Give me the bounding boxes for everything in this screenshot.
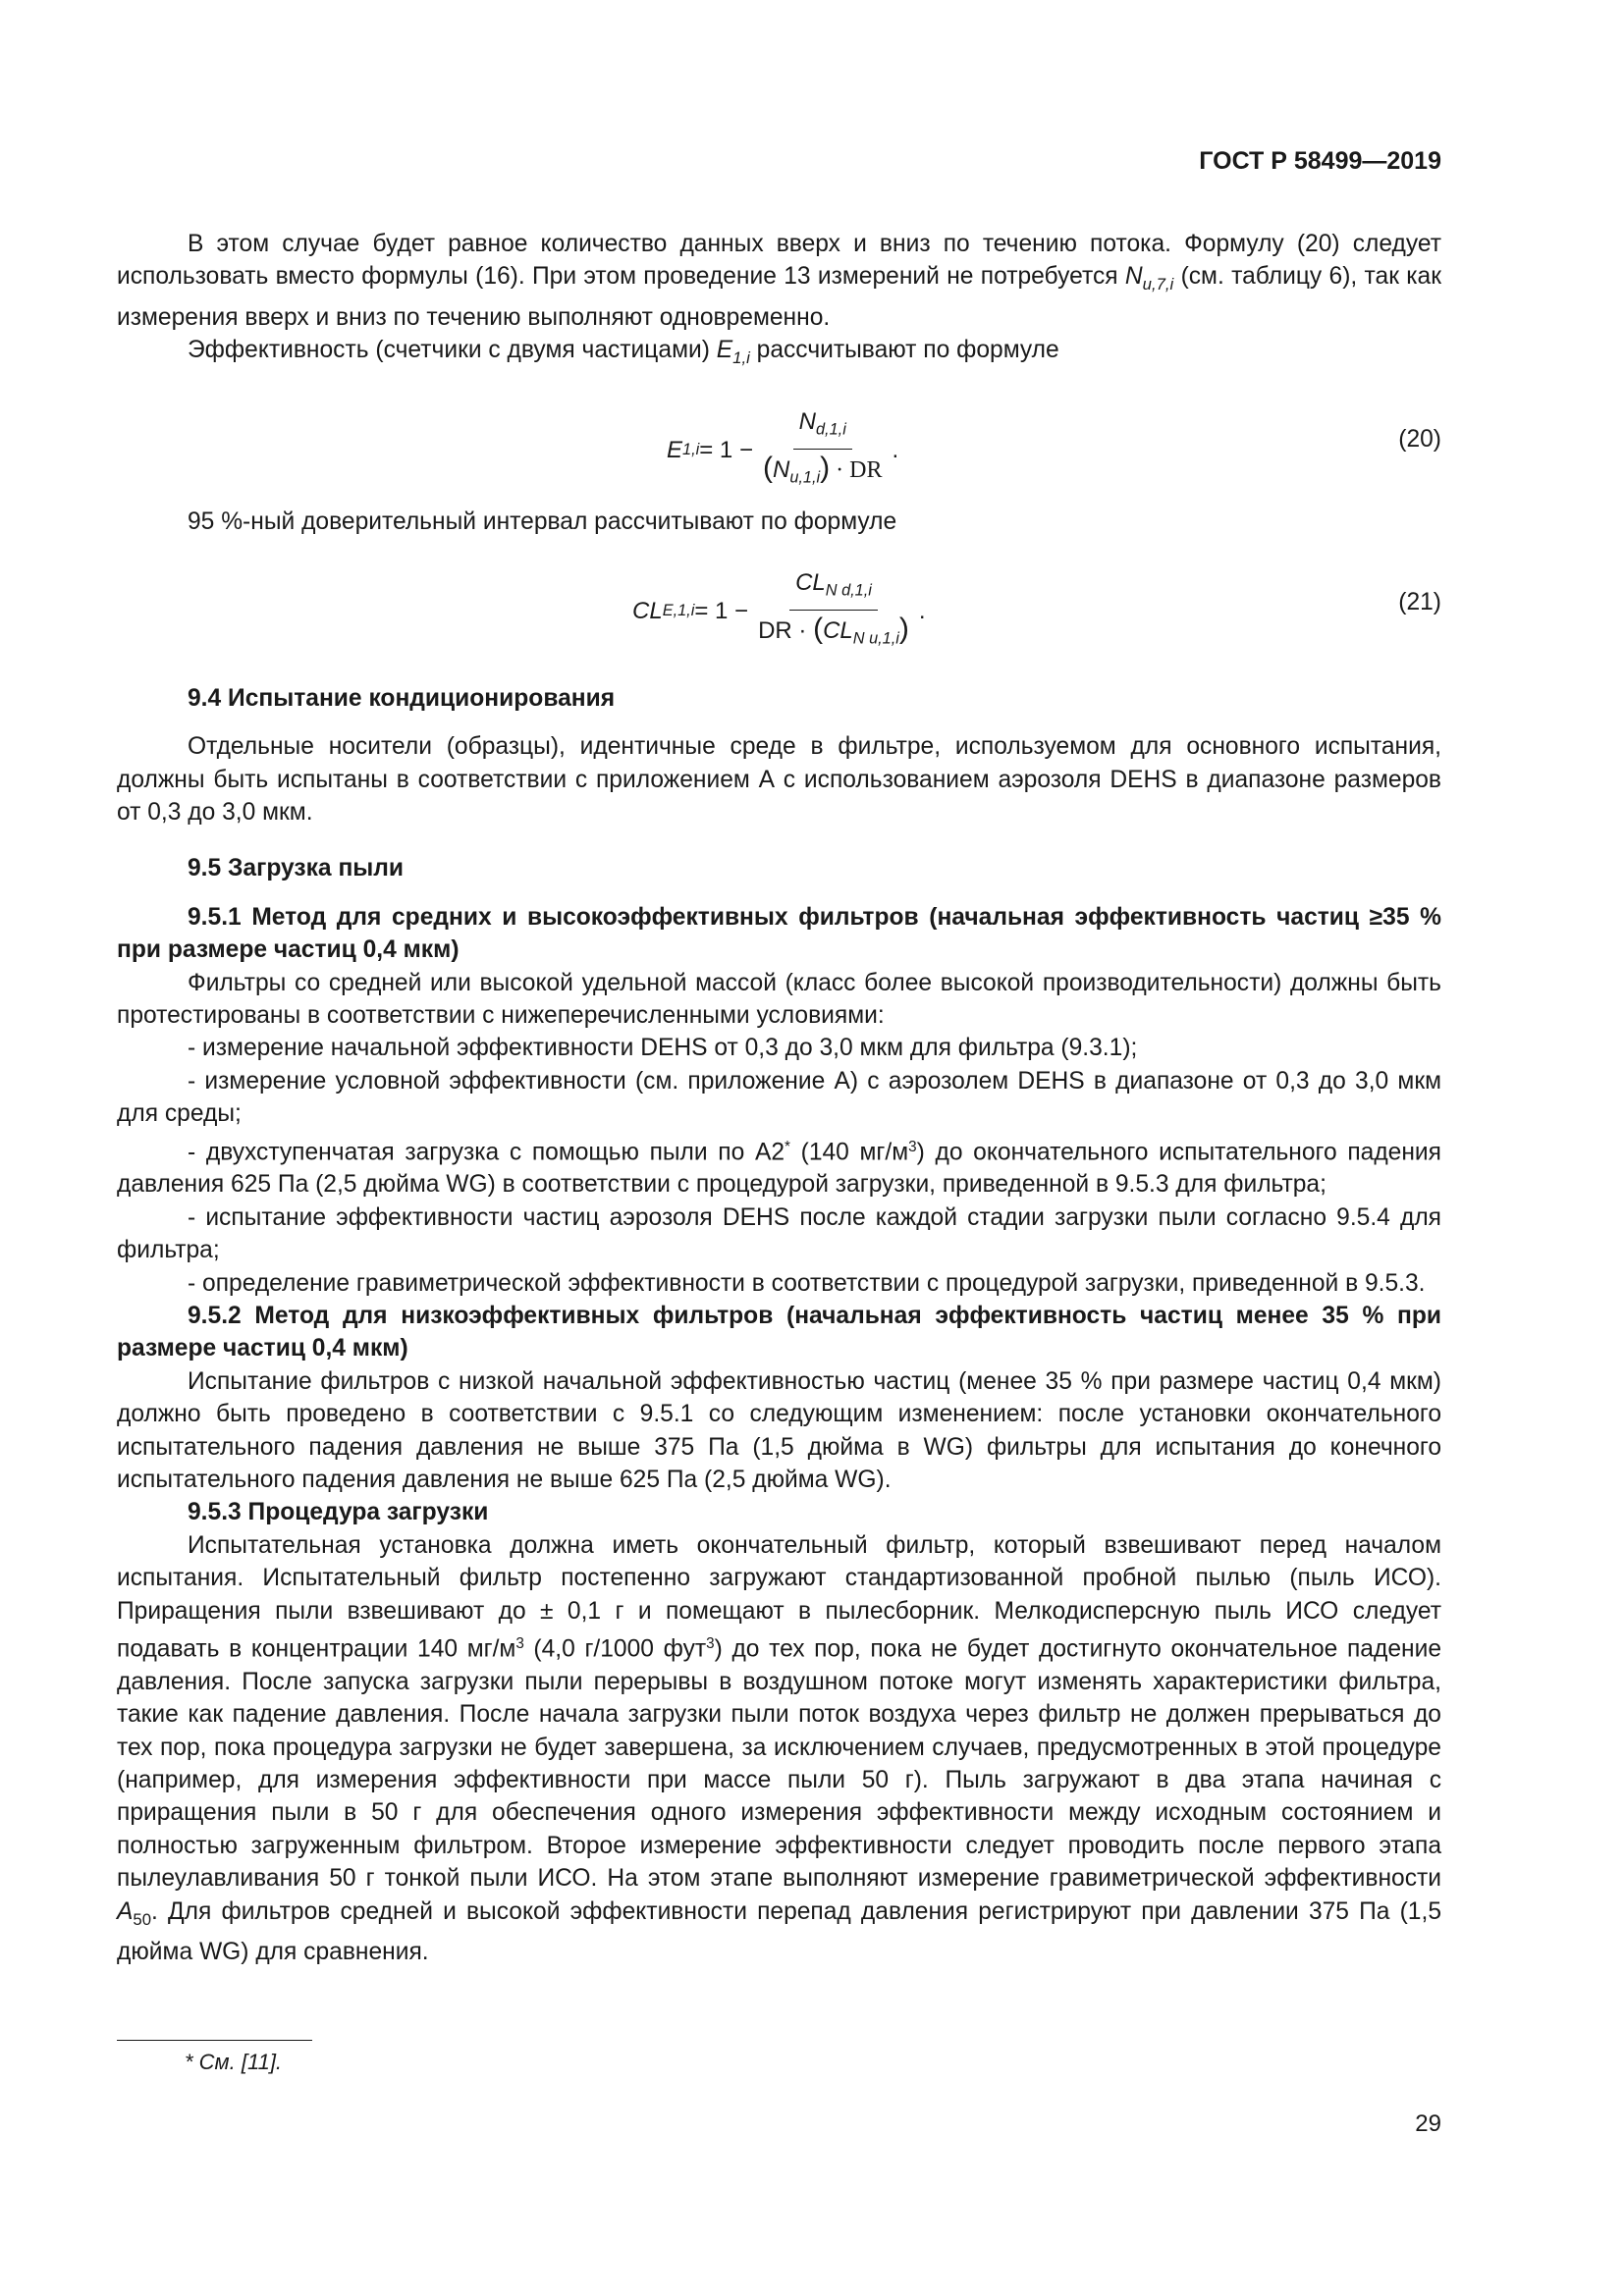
subscript: 1,i xyxy=(732,347,750,367)
fraction-denominator: DR · $(CL_{N u,1,i})$ xyxy=(758,612,909,648)
formula-operator: = 1 − xyxy=(694,597,749,624)
formula-operator: = 1 − xyxy=(699,437,753,464)
section-heading-9-5-2: 9.5.2 Метод для низкоэффективных фильтров (начальная эффективность частиц менее 35 % при размере частиц 0,4 мкм) xyxy=(117,1303,1441,1362)
paragraph-9-4: Отдельные носители (образцы), идентичные среде в фильтре, используемом для основного испытания, должны быть испытаны в соответствии с приложением А с использованием аэрозоля DEHS в диапазоне размеров от 0,3 до 3,0 мкм. xyxy=(117,733,1441,826)
formula-20 xyxy=(667,405,898,495)
formula-tail: . xyxy=(892,437,899,464)
text-run: В этом случае будет равное количество данных вверх и вниз по течению потока. Формулу (20) следует использовать вместо формулы (16). При этом проведение 13 измерений не потребуется xyxy=(117,231,1441,291)
fraction-numerator: $CL_{N d,1,i}$ xyxy=(789,566,878,611)
text-run: (см. таблицу 6), так как измерения вверх и вниз по течению выполняют одновременно. xyxy=(117,263,1441,331)
list-item: - определение гравиметрической эффективности в соответствии с процедурой загрузки, приведенной в 9.5.3. xyxy=(188,1269,1426,1297)
formula-lhs: CL xyxy=(632,597,663,624)
equation-number: (20) xyxy=(1398,426,1441,454)
equation-20 xyxy=(117,401,1441,488)
section-heading-9-5-1: 9.5.1 Метод для средних и высокоэффективных фильтров (начальная эффективность частиц ≥35 % при размере частиц 0,4 мкм) xyxy=(117,903,1441,964)
equation-21 xyxy=(117,564,1441,647)
formula-lhs-subscript: E,1,i xyxy=(662,601,695,619)
paragraph-intro-2 xyxy=(117,334,1441,374)
list-item: - измерение начальной эффективности DEHS от 0,3 до 3,0 мкм для фильтра (9.3.1); xyxy=(188,1035,1138,1062)
list-item: - испытание эффективности частиц аэрозоля DEHS после каждой стадии загрузки пыли согласно 9.5.4 для фильтра; xyxy=(117,1203,1441,1264)
footnote-marker: * xyxy=(785,1138,790,1155)
page-number: 29 xyxy=(1415,2110,1441,2137)
list-item: - двухступенчатая загрузка с помощью пыли по А2* (140 $мг/м^3$) до окончательного испытательного падения давления 625 Па (2,5 дюйма WG) в соответствии с процедурой загрузки, приведенной в 9.5.3 для фильтра; xyxy=(117,1138,1441,1199)
text-run: рассчитывают по формуле xyxy=(749,337,1059,364)
formula-21 xyxy=(632,566,926,656)
document-body xyxy=(117,228,1441,1968)
subscript: u,7,i xyxy=(1142,275,1174,294)
formula-fraction xyxy=(757,405,889,495)
footnote-separator xyxy=(117,2040,312,2041)
document-header-id: ГОСТ Р 58499—2019 xyxy=(1199,147,1441,175)
paragraph-9-5-3: Испытательная установка должна иметь окончательный фильтр, который взвешивают перед началом испытания. Испытательный фильтр постепенно загружают стандартизованной пробной пылью (пыль ИСО). Приращения пыли взвешивают до ± 0,1 г и помещают в пылесборник. Мелкодисперсную пыль ИСО следует подавать в концентрации 140 $мг/м^3$ (4,0 г/1000 фут$^3$) до тех пор, пока не будет достигнуто окончательное падение давления. После запуска загрузки пыли перерывы в воздушном потоке могут изменять характеристики фильтра, такие как падение давления. После начала загрузки пыли поток воздуха через фильтр не должен прерываться до тех пор, пока процедура загрузки не будет завершена, за исключением случаев, предусмотренных в этой процедуре (например, для измерения эффективности при массе пыли 50 г). Пыль загружают в два этапа начиная с приращения пыли в 50 г для обеспечения одного измерения эффективности между исходным состоянием и полностью загруженным фильтром. Второе измерение эффективности следует проводить после первого этапа пылеулавливания 50 г тонкой пыли ИСО. На этом этапе выполняют измерение гравиметрической эффективности $A_{50}$. Для фильтров средней и высокой эффективности перепад давления регистрируют при давлении 375 Па (1,5 дюйма WG) для сравнения. xyxy=(117,1531,1441,1965)
formula-lhs-subscript: 1,i xyxy=(682,441,700,459)
paragraph-9-5-2: Испытание фильтров с низкой начальной эффективностью частиц (менее 35 % при размере частиц 0,4 мкм) должно быть проведено в соответствии с 9.5.1 со следующим изменением: после установки окончательного испытательного падения давления не выше 375 Па (1,5 дюйма в WG) фильтры для испытания до конечного испытательного падения давления не выше 625 Па (2,5 дюйма WG). xyxy=(117,1367,1441,1494)
fraction-denominator: $(N_{u,1,i})$ · DR xyxy=(762,452,883,488)
paragraph-ci: 95 %-ный доверительный интервал рассчитывают по формуле xyxy=(188,508,897,536)
symbol: E xyxy=(716,337,733,364)
fraction-numerator: $N_{d,1,i}$ xyxy=(793,405,852,450)
equation-number: (21) xyxy=(1398,588,1441,615)
list-item: - измерение условной эффективности (см. приложение А) с аэрозолем DEHS в диапазоне от 0,3 до 3,0 мкм для среды; xyxy=(117,1067,1441,1128)
section-heading-9-4: 9.4 Испытание кондиционирования xyxy=(188,684,616,712)
footnote: * См. [11]. xyxy=(185,2050,283,2074)
text-run: Эффективность (счетчики с двумя частицами) xyxy=(188,337,717,364)
symbol: N xyxy=(1124,263,1143,291)
formula-tail: . xyxy=(918,597,926,624)
formula-fraction xyxy=(752,566,915,656)
formula-lhs: E xyxy=(667,437,683,464)
paragraph-intro-1 xyxy=(117,228,1441,334)
section-heading-9-5-3: 9.5.3 Процедура загрузки xyxy=(188,1499,489,1526)
section-heading-9-5: 9.5 Загрузка пыли xyxy=(188,855,405,882)
paragraph-9-5-1-intro: Фильтры со средней или высокой удельной массой (класс более высокой производительности) должны быть протестированы в соответствии с нижеперечисленными условиями: xyxy=(117,969,1441,1029)
